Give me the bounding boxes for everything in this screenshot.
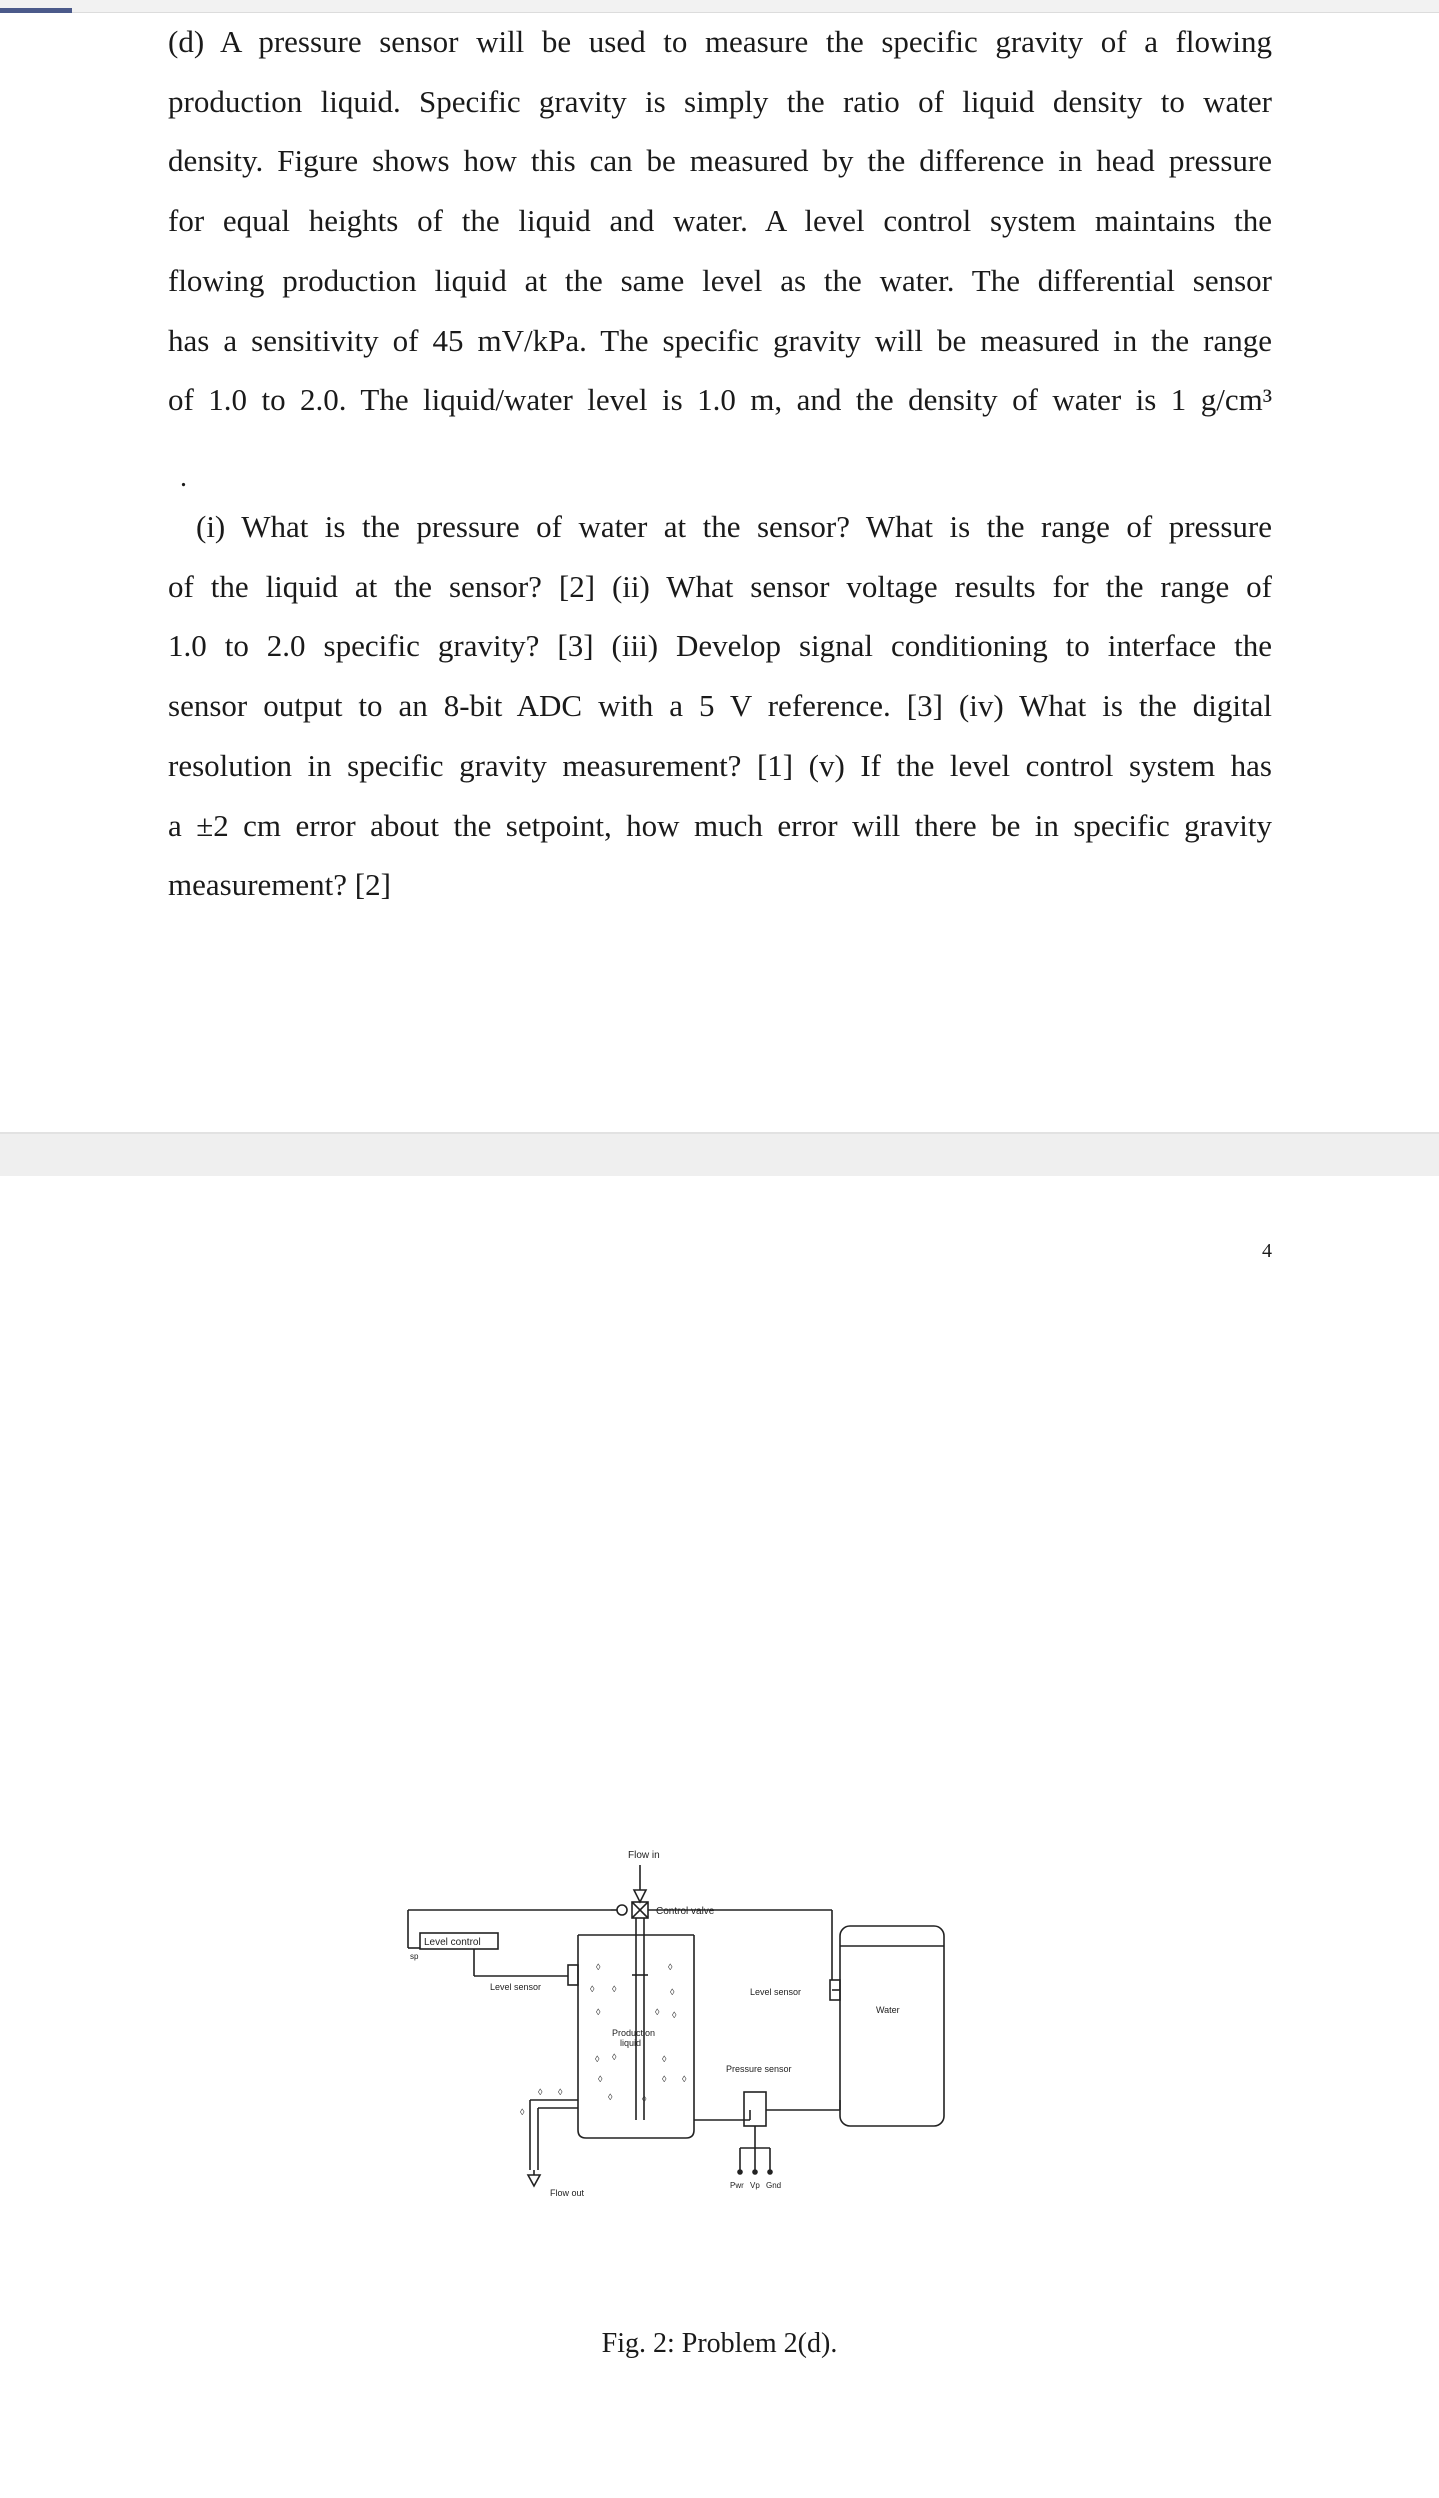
- question-line: for equal heights of the liquid and water. A level control system maintains the: [168, 203, 1272, 239]
- svg-text:◊: ◊: [682, 2074, 687, 2084]
- question-line: has a sensitivity of 45 mV/kPa. The specific gravity will be measured in the range: [168, 322, 1272, 358]
- vp-label: Vp: [750, 2181, 760, 2190]
- top-bar-accent: [0, 8, 72, 13]
- subpart-line: resolution in specific gravity measurement? [1] (v) If the level control system has: [168, 747, 1272, 783]
- svg-text:◊: ◊: [590, 1984, 595, 1994]
- svg-text:◊: ◊: [596, 1962, 601, 1972]
- stray-dot: .: [180, 462, 187, 493]
- level-control-label: Level control: [424, 1937, 481, 1948]
- svg-text:◊: ◊: [662, 2054, 667, 2064]
- svg-text:◊: ◊: [538, 2087, 543, 2097]
- subpart-line: of the liquid at the sensor? [2] (ii) What sensor voltage results for the range of: [168, 568, 1272, 604]
- level-sensor-left-label: Level sensor: [490, 1982, 542, 1992]
- pressure-sensor-body: [744, 2092, 766, 2126]
- svg-text:◊: ◊: [642, 2094, 647, 2104]
- liquid-particles: [520, 1962, 687, 2117]
- svg-text:◊: ◊: [595, 2054, 600, 2064]
- flow-out-arrow: [528, 2175, 540, 2186]
- question-line: density. Figure shows how this can be measured by the difference in head pressure: [168, 143, 1272, 179]
- svg-text:◊: ◊: [662, 2074, 667, 2084]
- pressure-sensor-label: Pressure sensor: [726, 2064, 792, 2074]
- svg-text:◊: ◊: [670, 1987, 675, 1997]
- subpart-line: sensor output to an 8-bit ADC with a 5 V reference. [3] (iv) What is the digital: [168, 688, 1272, 724]
- svg-text:◊: ◊: [596, 2007, 601, 2017]
- liquid-label: liquid: [620, 2038, 642, 2048]
- subparts-paragraph: [168, 497, 1272, 915]
- svg-text:◊: ◊: [655, 2007, 660, 2017]
- svg-text:◊: ◊: [612, 2052, 617, 2062]
- water-label: Water: [876, 2005, 900, 2015]
- subpart-line: a ±2 cm error about the setpoint, how much error will there be in specific gravity: [168, 807, 1272, 843]
- svg-text:◊: ◊: [672, 2010, 677, 2020]
- svg-text:◊: ◊: [608, 2092, 613, 2102]
- figure-caption: [0, 2328, 1439, 2360]
- svg-text:◊: ◊: [520, 2107, 525, 2117]
- water-tank: [840, 1926, 944, 2126]
- subpart-line: (i) What is the pressure of water at the sensor? What is the range of pressure: [196, 509, 1272, 544]
- setpoint-label: sp: [410, 1952, 419, 1961]
- subpart-line: measurement? [2]: [168, 867, 391, 903]
- page-number: 4: [1262, 1240, 1272, 1262]
- left-level-sensor: [568, 1965, 578, 1985]
- question-line: flowing production liquid at the same level as the water. The differential sensor: [168, 262, 1272, 298]
- page-separator: [0, 1132, 1439, 1176]
- gnd-label: Gnd: [766, 2181, 782, 2190]
- svg-text:◊: ◊: [612, 1984, 617, 1994]
- flow-out-label: Flow out: [550, 2188, 585, 2198]
- question-line: of 1.0 to 2.0. The liquid/water level is 1.0 m, and the density of water is 1 g/cm³: [168, 382, 1272, 418]
- caption-text: Fig. 2: Problem 2(d).: [601, 2328, 838, 2359]
- svg-text:◊: ◊: [558, 2087, 563, 2097]
- svg-text:◊: ◊: [668, 1962, 673, 1972]
- level-sensor-right-label: Level sensor: [750, 1987, 802, 1997]
- question-paragraph: [168, 12, 1272, 430]
- process-diagram: [400, 1830, 1060, 2300]
- valve-actuator: [617, 1905, 627, 1915]
- flow-in-label: Flow in: [628, 1850, 660, 1861]
- flow-in-arrow: [634, 1890, 646, 1902]
- subpart-line: 1.0 to 2.0 specific gravity? [3] (iii) Develop signal conditioning to interface the: [168, 628, 1272, 664]
- control-valve-label: Control valve: [656, 1906, 715, 1917]
- svg-text:◊: ◊: [598, 2074, 603, 2084]
- production-label: Production: [612, 2028, 656, 2038]
- question-line: (d) A pressure sensor will be used to measure the specific gravity of a flowing: [168, 24, 1272, 59]
- question-line: production liquid. Specific gravity is simply the ratio of liquid density to water: [168, 83, 1272, 119]
- pwr-label: Pwr: [730, 2181, 744, 2190]
